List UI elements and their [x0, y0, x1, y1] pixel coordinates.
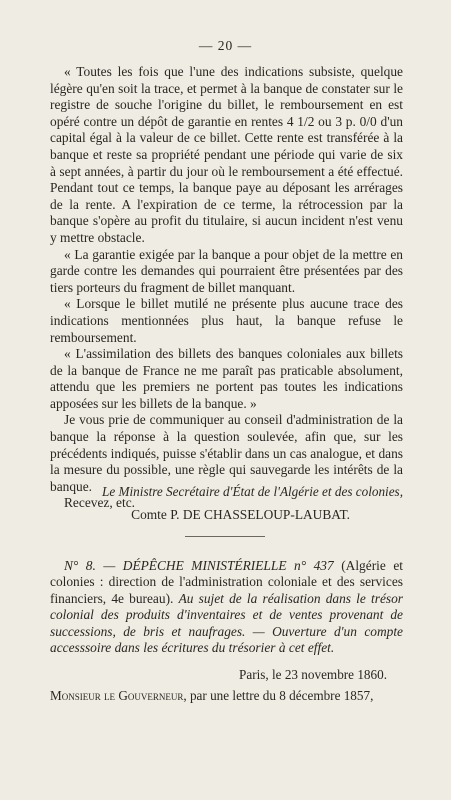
signature-title: Le Ministre Secrétaire d'État de l'Algérie et des colonies,: [102, 484, 403, 499]
section-divider: [185, 536, 265, 537]
dispatch-block: [50, 558, 403, 656]
paragraph: « Toutes les fois que l'une des indications subsiste, quelque légère qu'en soit la trace, et permet à la banque de constater sur le registre de souche l'origine du billet, le remboursement en est opéré contre un dépôt de garantie en rentes 4 1/2 ou 3 p. 0/0 d'un capital égal à la valeur de ce billet. Cette rente est transférée à la banque et reste sa propriété pendant une période qui varie de six à sept années, à partir du jour où le remboursement a été effectué. Pendant tout ce temps, la banque paye au déposant les arrérages de la rente. A l'expiration de ce terme, la rétrocession par la banque s'opère au profit du titulaire, si aucun incident n'est venu y mettre obstacle.: [50, 64, 403, 245]
salutation-text: par une lettre du 8 décembre 1857,: [186, 688, 374, 703]
dispatch-subject: Au sujet de la réalisation dans le trésor colonial des produits d'inventaires et de ventes provenant de successions, de bris et naufrages. — Ouverture d'un compte accesssoire dans les écritures du trésorier à cet effet.: [50, 590, 404, 656]
dispatch-department: (Algérie et colonies : direction de l'administration coloniale et des services financiers, 4e bureau).: [50, 558, 403, 606]
signature-name: Comte P. DE CHASSELOUP-LAUBAT.: [131, 507, 350, 522]
paragraph: « L'assimilation des billets des banques coloniales aux billets de la banque de France ne me paraît pas praticable absolument, attendu que les premiers ne portent pas toutes les indications apposées sur les billets de la banque. »: [50, 346, 403, 411]
paragraph: « Lorsque le billet mutilé ne présente plus aucune trace des indications mentionnées plus haut, la banque refuse le remboursement.: [50, 296, 403, 345]
dispatch-heading: N° 8. — DÉPÊCHE MINISTÉRIELLE n° 437: [64, 558, 334, 573]
paragraph: Je vous prie de communiquer au conseil d'administration de la banque la réponse à la question soulevée, afin que, sur les précédents indiqués, puisse s'établir dans un cas analogue, et dans la mesure du possible, une règle qui sauvegarde les intérêts de la banque.: [50, 412, 403, 494]
date-line: Paris, le 23 novembre 1860.: [239, 667, 387, 682]
salutation-line: [50, 688, 403, 704]
page-number: — 20 —: [198, 38, 253, 53]
letter-body: [50, 64, 403, 512]
paragraph: « La garantie exigée par la banque a pour objet de la mettre en garde contre les demandes qui pourraient être présentées par des tiers porteurs du fragment de billet manquant.: [50, 246, 403, 295]
closing-line: Recevez, etc.: [64, 495, 135, 511]
salutation-addressee: Monsieur le Gouverneur,: [50, 688, 187, 703]
